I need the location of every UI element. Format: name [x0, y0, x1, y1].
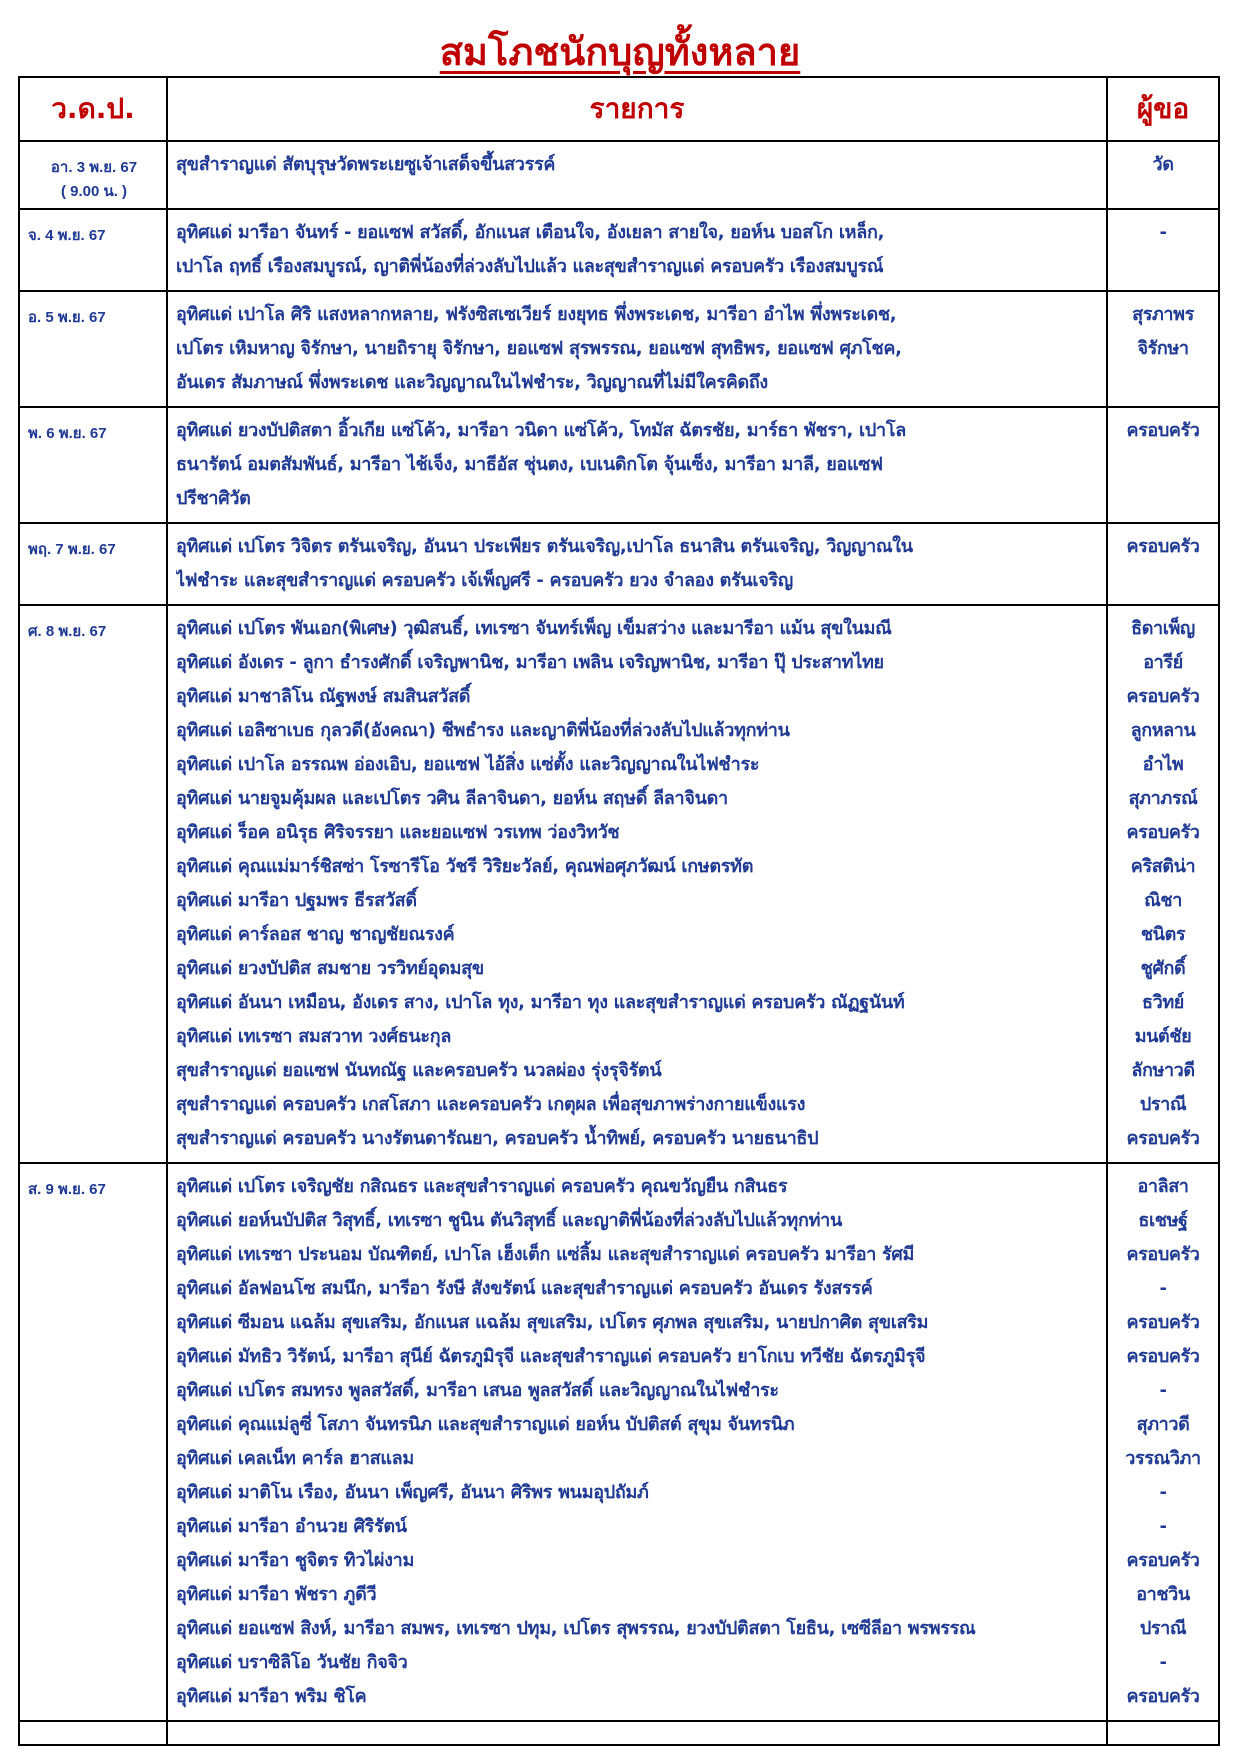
row-date — [19, 209, 167, 291]
intention-line: สุขสำราญแด่ ยอแซฟ นันทณัฐ และครอบครัว นวลผ่อง รุ่งรุจิรัตน์ — [176, 1060, 662, 1081]
row-date — [19, 291, 167, 407]
intention-line: ปรีชาศิวัต — [176, 488, 251, 509]
intention-line: อันเดร สัมภาษณ์ พึ่งพระเดช และวิญญาณในไฟชำระ, วิญญาณที่ไม่มีใครคิดถึง — [176, 372, 768, 393]
requester-line: อาลิสา — [1137, 1176, 1189, 1197]
intention-line: อุทิศแด่ เอลิซาเบธ กุลวดี(อังคณา) ชีพธำรง และญาติพี่น้องที่ล่วงลับไปแล้วทุกท่าน — [176, 720, 790, 741]
requester-line: อารีย์ — [1143, 652, 1183, 673]
intention-line: อุทิศแด่ มาชาลิโน ณัฐพงษ์ สมสินสวัสดิ์ — [176, 686, 471, 707]
date-line: พ. 6 พ.ย. 67 — [28, 425, 107, 442]
requester-line: ครอบครัว — [1126, 1550, 1200, 1571]
requester-line: ครอบครัว — [1126, 420, 1200, 441]
requester-line: วัด — [1152, 154, 1174, 175]
table-row — [19, 141, 1219, 209]
date-line: ศ. 8 พ.ย. 67 — [28, 623, 107, 640]
row-items — [167, 141, 1107, 209]
intention-line: อุทิศแด่ เปโตร เจริญชัย กสิณธร และสุขสำราญแด่ ครอบครัว คุณขวัญยืน กสินธร — [176, 1176, 788, 1197]
table-row — [19, 291, 1219, 407]
date-line: พฤ. 7 พ.ย. 67 — [28, 541, 116, 558]
requester-line: จิรักษา — [1137, 338, 1189, 359]
intention-line: อุทิศแด่ อังเดร - ลูกา ธำรงศักดิ์ เจริญพานิช, มารีอา เพลิน เจริญพานิช, มารีอา ปุ๊ ประสาทไทย — [176, 652, 884, 673]
requester-line: อาชวิน — [1136, 1584, 1190, 1605]
requester-line: ณิชา — [1144, 890, 1182, 911]
intention-line: อุทิศแด่ ยวงบัปติสตา อิ้วเกีย แซ่โค้ว, มารีอา วนิดา แซ่โค้ว, โทมัส ฉัตรชัย, มาร์ธา พัชรา, เปาโล — [176, 420, 906, 441]
intention-line: เปาโล ฤทธิ์ เรืองสมบูรณ์, ญาติพี่น้องที่ล่วงลับไปแล้ว และสุขสำราญแด่ ครอบครัว เรืองสมบูรณ์ — [176, 256, 884, 277]
intention-line: อุทิศแด่ ซีมอน แฉล้ม สุขเสริม, อักแนส แฉล้ม สุขเสริม, เปโตร ศุภพล สุขเสริม, นายปกาศิต สุขเสริม — [176, 1312, 929, 1333]
intention-line: อุทิศแด่ เทเรซา ประนอม บัณฑิตย์, เปาโล เฮ็งเต็ก แซ่ลิ้ม และสุขสำราญแด่ ครอบครัว มารีอา รัศมี — [176, 1244, 915, 1265]
intention-line: อุทิศแด่ บราซิลิโอ วันชัย กิจจิว — [176, 1652, 408, 1673]
row-items — [167, 407, 1107, 523]
intention-line: สุขสำราญแด่ ครอบครัว เกสโสภา และครอบครัว เกตุผล เพื่อสุขภาพร่างกายแข็งแรง — [176, 1094, 806, 1115]
requester-line: ธิดาเพ็ญ — [1131, 618, 1195, 639]
table-row — [19, 523, 1219, 605]
requester-line: - — [1159, 1516, 1167, 1537]
requester-line: ครอบครัว — [1126, 536, 1200, 557]
date-line: อ. 5 พ.ย. 67 — [28, 309, 106, 326]
date-line: ( 9.00 น. ) — [60, 183, 128, 200]
table-body — [19, 141, 1219, 1745]
requester-line: ลูกหลาน — [1130, 720, 1196, 741]
intention-line: อุทิศแด่ เปโตร สมทรง พูลสวัสดิ์, มารีอา เสนอ พูลสวัสดิ์ และวิญญาณในไฟชำระ — [176, 1380, 779, 1401]
date-line: จ. 4 พ.ย. 67 — [28, 227, 106, 244]
requester-line: วรรณวิภา — [1125, 1448, 1201, 1469]
empty-cell — [167, 1721, 1107, 1745]
requester-line: ชูศักดิ์ — [1140, 958, 1186, 979]
row-requester — [1107, 209, 1219, 291]
requester-line: ธเชษฐ์ — [1138, 1210, 1188, 1231]
row-requester — [1107, 523, 1219, 605]
requester-line: - — [1159, 1482, 1167, 1503]
intention-line: ไฟชำระ และสุขสำราญแด่ ครอบครัว เจ้เพ็ญศรี - ครอบครัว ยวง จำลอง ตรันเจริญ — [176, 570, 793, 591]
requester-line: ครอบครัว — [1126, 1128, 1200, 1149]
requester-line: - — [1159, 1278, 1167, 1299]
table-row — [19, 1163, 1219, 1721]
row-date — [19, 523, 167, 605]
row-items — [167, 605, 1107, 1163]
row-items — [167, 1163, 1107, 1721]
requester-line: สุภาภรณ์ — [1128, 788, 1198, 809]
row-requester — [1107, 141, 1219, 209]
row-date — [19, 407, 167, 523]
requester-line: สุภาวดี — [1136, 1414, 1190, 1435]
intention-line: อุทิศแด่ มาติโน เรือง, อันนา เพ็ญศรี, อันนา ศิริพร พนมอุปถัมภ์ — [176, 1482, 649, 1503]
requester-line: ครอบครัว — [1126, 1312, 1200, 1333]
intention-line: อุทิศแด่ เปาโล อรรณพ อ่องเอิบ, ยอแซฟ ไอ้สิ่ง แซ่ตั้ง และวิญญาณในไฟชำระ — [176, 754, 760, 775]
intention-line: อุทิศแด่ เปโตร พันเอก(พิเศษ) วุฒิสนธิ์, เทเรซา จันทร์เพ็ญ เข็มสว่าง และมารีอา แม้น สุขในมณี — [176, 618, 892, 639]
intention-line: อุทิศแด่ มารีอา จันทร์ - ยอแซฟ สวัสดิ์, อักแนส เตือนใจ, อังเยลา สายใจ, ยอห์น บอสโก เหล็ก, — [176, 222, 885, 243]
requester-line: อำไพ — [1142, 754, 1184, 775]
header-row — [19, 77, 1219, 141]
row-date — [19, 141, 167, 209]
empty-cell — [1107, 1721, 1219, 1745]
table-row — [19, 407, 1219, 523]
page-title: สมโภชนักบุญทั้งหลาย — [439, 30, 801, 74]
intention-line: อุทิศแด่ นายจูมคุ้มผล และเปโตร วศิน ลีลาจินดา, ยอห์น สฤษดิ์ ลีลาจินดา — [176, 788, 728, 809]
intention-line: อุทิศแด่ ยอห์นบัปติส วิสุทธิ์, เทเรซา ชูนิน ตันวิสุทธิ์ และญาติพี่น้องที่ล่วงลับไปแล้วทุกท่าน — [176, 1210, 842, 1231]
intention-line: อุทิศแด่ มารีอา อำนวย ศิริรัตน์ — [176, 1516, 407, 1537]
requester-line: ครอบครัว — [1126, 1686, 1200, 1707]
intention-line: อุทิศแด่ เคลเน็ท คาร์ล ฮาสแลม — [176, 1448, 414, 1469]
intention-line: อุทิศแด่ คุณแม่ลูซี่ โสภา จันทรนิภ และสุขสำราญแด่ ยอห์น บัปติสต์ สุขุม จันทรนิภ — [176, 1414, 795, 1435]
table-row — [19, 209, 1219, 291]
empty-cell — [19, 1721, 167, 1745]
intention-line: อุทิศแด่ มารีอา พัชรา ภูดีวี — [176, 1584, 377, 1605]
requester-line: ครอบครัว — [1126, 686, 1200, 707]
header-requester: ผู้ขอ — [1107, 77, 1219, 141]
intention-line: อุทิศแด่ อันนา เหมือน, อังเดร สาง, เปาโล ทุง, มารีอา ทุง และสุขสำราญแด่ ครอบครัว ณัฏฐนันท์ — [176, 992, 905, 1013]
row-requester — [1107, 605, 1219, 1163]
mass-intentions-table — [18, 76, 1220, 1746]
intention-line: อุทิศแด่ คุณแม่มาร์ชิสซ่า โรซารีโอ วัชรี วิริยะวัลย์, คุณพ่อศุภวัฒน์ เกษตรทัต — [176, 856, 754, 877]
intention-line: อุทิศแด่ มารีอา ชูจิตร ทิวไผ่งาม — [176, 1550, 415, 1571]
date-line: อา. 3 พ.ย. 67 — [50, 159, 138, 176]
requester-line: ครอบครัว — [1126, 1346, 1200, 1367]
requester-line: ลักษาวดี — [1131, 1060, 1195, 1081]
date-line: ส. 9 พ.ย. 67 — [28, 1181, 106, 1198]
intention-line: อุทิศแด่ ยอแซฟ สิงห์, มารีอา สมพร, เทเรซา ปทุม, เปโตร สุพรรณ, ยวงบัปติสตา โยธิน, เซซีลีอา พรพรรณ — [176, 1618, 976, 1639]
row-items — [167, 523, 1107, 605]
requester-line: - — [1159, 1380, 1167, 1401]
intention-line: สุขสำราญแด่ สัตบุรุษวัดพระเยซูเจ้าเสด็จขึ้นสวรรค์ — [176, 154, 556, 175]
row-date — [19, 605, 167, 1163]
intention-line: ธนารัตน์ อมตสัมพันธ์, มารีอา ไช้เจ็ง, มาธีอัส ชุ่นตง, เบเนดิกโต จุ้นเซ็ง, มารีอา มาลี, ยอแซฟ — [176, 454, 883, 475]
requester-line: มนต์ชัย — [1134, 1026, 1192, 1047]
intention-line: อุทิศแด่ คาร์ลอส ชาญ ชาญชัยณรงค์ — [176, 924, 455, 945]
intention-line: อุทิศแด่ มารีอา ปฐมพร ธีรสวัสดิ์ — [176, 890, 417, 911]
intention-line: อุทิศแด่ ร็อค อนิรุธ ศิริจรรยา และยอแซฟ วรเทพ ว่องวิทวัช — [176, 822, 620, 843]
header-items: รายการ — [167, 77, 1107, 141]
intention-line: อุทิศแด่ เปาโล ศิริ แสงหลากหลาย, ฟรังซิสเซเวียร์ ยงยุทธ พึ่งพระเดช, มารีอา อำไพ พึ่งพระเดช, — [176, 304, 897, 325]
row-requester — [1107, 291, 1219, 407]
row-requester — [1107, 407, 1219, 523]
intention-line: อุทิศแด่ เปโตร วิจิตร ตรันเจริญ, อันนา ประเพียร ตรันเจริญ,เปาโล ธนาสิน ตรันเจริญ, วิญญาณใน — [176, 536, 913, 557]
intention-line: อุทิศแด่ เทเรซา สมสวาท วงศ์ธนะกุล — [176, 1026, 452, 1047]
requester-line: - — [1159, 1652, 1167, 1673]
intention-line: อุทิศแด่ มารีอา พริม ชิโค — [176, 1686, 367, 1707]
row-items — [167, 291, 1107, 407]
row-items — [167, 209, 1107, 291]
table-row-continuation — [19, 1721, 1219, 1745]
row-requester — [1107, 1163, 1219, 1721]
intention-line: อุทิศแด่ อัลฟอนโซ สมนึก, มารีอา รังษี สังขรัตน์ และสุขสำราญแด่ ครอบครัว อันเดร รังสรรค์ — [176, 1278, 873, 1299]
requester-line: สุรภาพร — [1132, 304, 1194, 325]
requester-line: ครอบครัว — [1126, 822, 1200, 843]
requester-line: - — [1159, 222, 1167, 243]
intention-line: อุทิศแด่ มัทธิว วิรัตน์, มารีอา สุนีย์ ฉัตรภูมิรุจี และสุขสำราญแด่ ครอบครัว ยาโกเบ ทวีชัย ฉัตรภูมิรุจี — [176, 1346, 926, 1367]
requester-line: ธวิทย์ — [1142, 992, 1184, 1013]
intention-line: สุขสำราญแด่ ครอบครัว นางรัตนดารัณยา, ครอบครัว น้ำทิพย์, ครอบครัว นายธนาธิป — [176, 1128, 819, 1149]
row-date — [19, 1163, 167, 1721]
intention-line: อุทิศแด่ ยวงบัปติส สมชาย วรวิทย์อุดมสุข — [176, 958, 484, 979]
table-row — [19, 605, 1219, 1163]
requester-line: ปราณี — [1139, 1618, 1187, 1639]
requester-line: ชนิตร — [1140, 924, 1186, 945]
header-date: ว.ด.ป. — [19, 77, 167, 141]
requester-line: ปราณี — [1139, 1094, 1187, 1115]
intention-line: เปโตร เหิมหาญ จิรักษา, นายถิรายุ จิรักษา, ยอแซฟ สุรพรรณ, ยอแซฟ สุทธิพร, ยอแซฟ ศุภโชค, — [176, 338, 902, 359]
requester-line: ครอบครัว — [1126, 1244, 1200, 1265]
requester-line: คริสติน่า — [1130, 856, 1196, 877]
